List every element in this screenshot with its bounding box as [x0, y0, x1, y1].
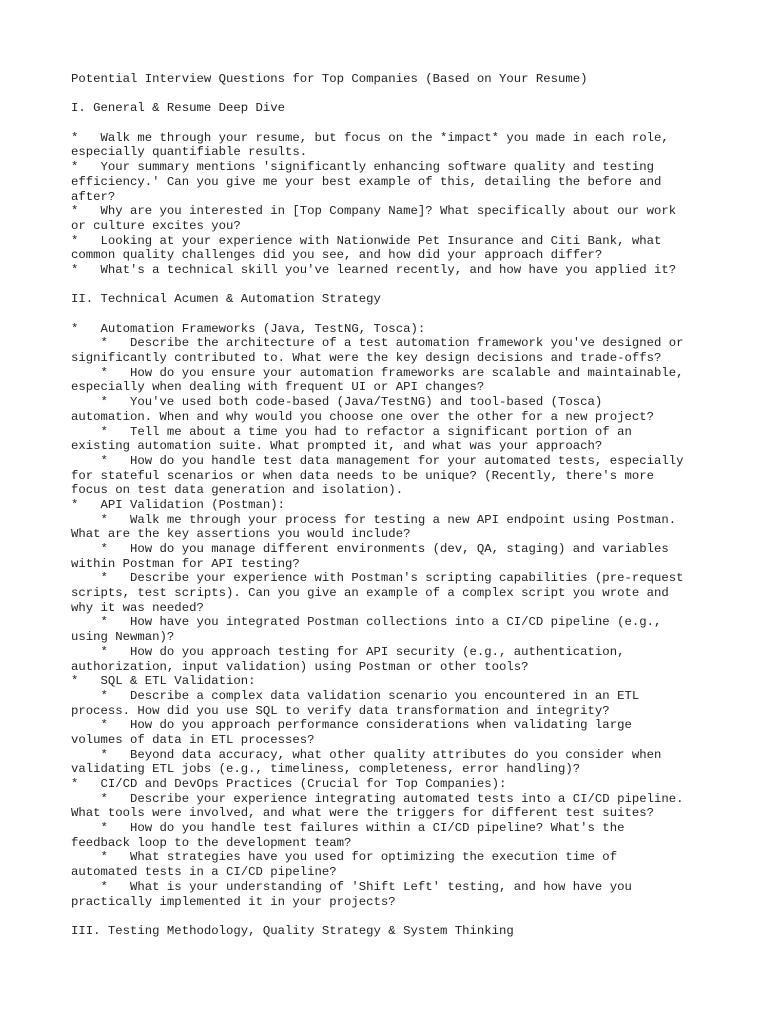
continuation-line: scripts, test scripts). Can you give an example of a complex script you wrote and	[71, 586, 669, 601]
continuation-line: for stateful scenarios or when data needs to be unique? (Recently, there's more	[71, 468, 654, 483]
continuation-line: automation. When and why would you choose one over the other for a new project?	[71, 409, 654, 424]
section-heading: II. Technical Acumen & Automation Strategy	[71, 292, 381, 307]
continuation-line: practically implemented it in your projects?	[71, 894, 396, 909]
sub-bullet-item: * How do you handle test failures within a CI/CD pipeline? What's the	[71, 821, 625, 836]
continuation-line: validating ETL jobs (e.g., timeliness, completeness, error handling)?	[71, 762, 581, 777]
sub-bullet-item: * You've used both code-based (Java/TestNG) and tool-based (Tosca)	[71, 395, 603, 410]
continuation-line: common quality challenges did you see, and how did your approach differ?	[71, 248, 603, 263]
continuation-line: feedback loop to the development team?	[71, 835, 352, 850]
sub-bullet-item: * Describe your experience integrating automated tests into a CI/CD pipeline.	[71, 791, 684, 806]
continuation-line: volumes of data in ETL processes?	[71, 732, 315, 747]
section-heading: I. General & Resume Deep Dive	[71, 101, 286, 116]
sub-bullet-item: * How do you handle test data management for your automated tests, especially	[71, 453, 684, 468]
continuation-line: using Newman)?	[71, 630, 175, 645]
continuation-line: What tools were involved, and what were the triggers for different test suites?	[71, 806, 654, 821]
document-title: Potential Interview Questions for Top Companies (Based on Your Resume)	[71, 72, 588, 86]
continuation-line: why it was needed?	[71, 600, 204, 615]
continuation-line: especially quantifiable results.	[71, 145, 308, 160]
blank-line	[71, 307, 731, 322]
continuation-line: after?	[71, 189, 116, 204]
sub-bullet-item: * How do you approach performance considerations when validating large	[71, 718, 632, 733]
sub-bullet-item: * Describe your experience with Postman's scripting capabilities (pre-request	[71, 571, 684, 586]
sub-bullet-item: * Describe a complex data validation scenario you encountered in an ETL	[71, 688, 640, 703]
bullet-item: * Looking at your experience with Nationwide Pet Insurance and Citi Bank, what	[71, 233, 662, 248]
sub-bullet-item: * How have you integrated Postman collections into a CI/CD pipeline (e.g.,	[71, 615, 662, 630]
sub-bullet-item: * Walk me through your process for testing a new API endpoint using Postman.	[71, 512, 677, 527]
bullet-item: * SQL & ETL Validation:	[71, 674, 256, 689]
bullet-item: * Walk me through your resume, but focus on the *impact* you made in each role,	[71, 130, 669, 145]
blank-line	[71, 278, 731, 293]
sub-bullet-item: * Describe the architecture of a test automation framework you've designed or	[71, 336, 684, 351]
sub-bullet-item: * Beyond data accuracy, what other quality attributes do you consider when	[71, 747, 662, 762]
sub-bullet-item: * How do you approach testing for API security (e.g., authentication,	[71, 644, 625, 659]
sub-bullet-item: * What is your understanding of 'Shift Left' testing, and how have you	[71, 879, 632, 894]
sub-bullet-item: * How do you ensure your automation frameworks are scalable and maintainable,	[71, 365, 684, 380]
continuation-line: or culture excites you?	[71, 218, 241, 233]
continuation-line: process. How did you use SQL to verify data transformation and integrity?	[71, 703, 610, 718]
section-heading: III. Testing Methodology, Quality Strategy & System Thinking	[71, 923, 514, 938]
sub-bullet-item: * Tell me about a time you had to refactor a significant portion of an	[71, 424, 632, 439]
continuation-line: focus on test data generation and isolation).	[71, 483, 404, 498]
sub-bullet-item: * How do you manage different environments (dev, QA, staging) and variables	[71, 542, 669, 556]
continuation-line: within Postman for API testing?	[71, 556, 300, 571]
document-page	[71, 72, 731, 939]
blank-line	[71, 87, 731, 102]
bullet-item: * What's a technical skill you've learned recently, and how have you applied it?	[71, 262, 677, 277]
continuation-line: automated tests in a CI/CD pipeline?	[71, 865, 337, 880]
bullet-item: * CI/CD and DevOps Practices (Crucial for Top Companies):	[71, 777, 507, 791]
blank-line	[71, 909, 731, 924]
continuation-line: especially when dealing with frequent UI or API changes?	[71, 380, 485, 395]
blank-line	[71, 116, 731, 131]
bullet-item: * Your summary mentions 'significantly enhancing software quality and testing	[71, 160, 654, 175]
continuation-line: existing automation suite. What prompted it, and what was your approach?	[71, 439, 603, 454]
bullet-item: * Automation Frameworks (Java, TestNG, Tosca):	[71, 321, 426, 336]
bullet-item: * Why are you interested in [Top Company Name]? What specifically about our work	[71, 204, 677, 219]
continuation-line: significantly contributed to. What were the key design decisions and trade-offs?	[71, 351, 662, 366]
continuation-line: authorization, input validation) using Postman or other tools?	[71, 659, 529, 674]
continuation-line: What are the key assertions you would include?	[71, 527, 411, 542]
continuation-line: efficiency.' Can you give me your best example of this, detailing the before and	[71, 174, 662, 189]
bullet-item: * API Validation (Postman):	[71, 497, 286, 512]
sub-bullet-item: * What strategies have you used for optimizing the execution time of	[71, 850, 618, 865]
